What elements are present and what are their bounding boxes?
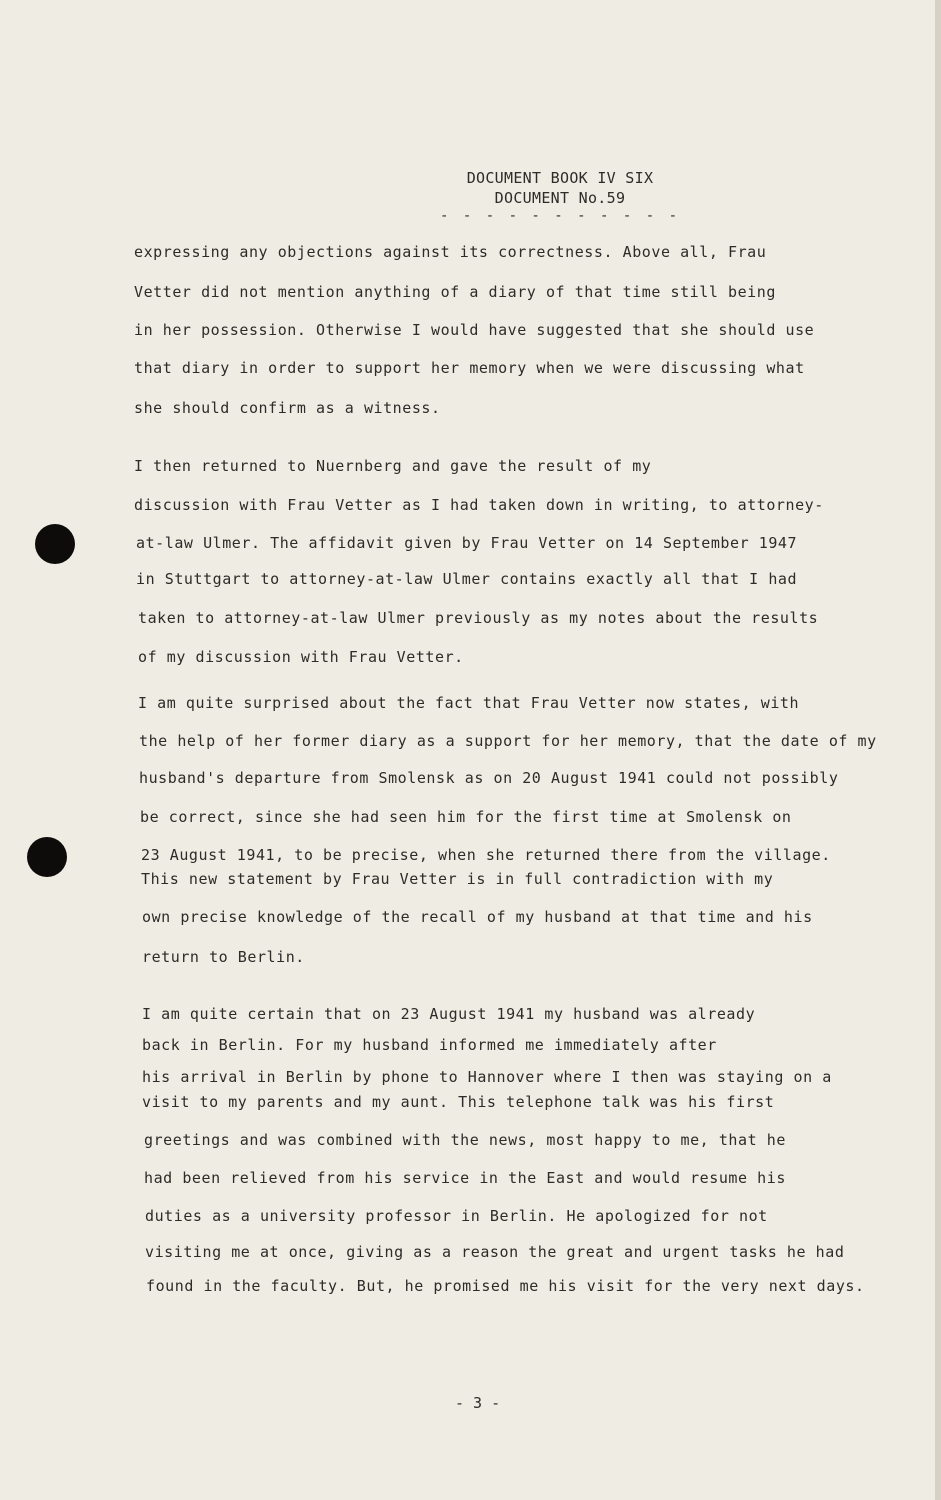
text-line: of my discussion with Frau Vetter. [138, 648, 464, 666]
text-line: had been relieved from his service in the East and would resume his [144, 1169, 786, 1187]
text-line: she should confirm as a witness. [134, 399, 441, 417]
text-line: his arrival in Berlin by phone to Hannover where I then was staying on a [142, 1068, 832, 1086]
text-line: I am quite certain that on 23 August 1941 my husband was already [142, 1005, 756, 1023]
text-line: This new statement by Frau Vetter is in full contradiction with my [141, 870, 774, 888]
text-line: back in Berlin. For my husband informed me immediately after [142, 1036, 717, 1054]
text-line: be correct, since she had seen him for the first time at Smolensk on [140, 808, 792, 826]
text-line: in her possession. Otherwise I would have suggested that she should use [134, 321, 815, 339]
text-line: I am quite surprised about the fact that Frau Vetter now states, with [138, 694, 800, 712]
header-document-number: DOCUMENT No.59 [494, 189, 626, 207]
text-line: taken to attorney-at-law Ulmer previously as my notes about the results [138, 609, 819, 627]
text-line: expressing any objections against its correctness. Above all, Frau [134, 243, 767, 261]
text-line: greetings and was combined with the news, most happy to me, that he [144, 1131, 786, 1149]
document-header [440, 168, 680, 224]
text-line: duties as a university professor in Berlin. He apologized for not [145, 1207, 768, 1225]
text-line: return to Berlin. [142, 948, 305, 966]
header-book-title: DOCUMENT BOOK IV SIX [466, 169, 654, 187]
text-line: husband's departure from Smolensk as on 20 August 1941 could not possibly [139, 769, 839, 787]
text-line: in Stuttgart to attorney-at-law Ulmer contains exactly all that I had [136, 570, 798, 588]
page-number: - 3 - [455, 1394, 501, 1412]
text-line: 23 August 1941, to be precise, when she returned there from the village. [141, 846, 831, 864]
text-line: at-law Ulmer. The affidavit given by Frau Vetter on 14 September 1947 [136, 534, 798, 552]
punch-hole-lower [27, 837, 67, 877]
text-line: Vetter did not mention anything of a diary of that time still being [134, 283, 776, 301]
text-line: visiting me at once, giving as a reason the great and urgent tasks he had [145, 1243, 845, 1261]
punch-hole-upper [35, 524, 75, 564]
text-line: that diary in order to support her memory when we were discussing what [134, 359, 805, 377]
page-edge-shadow [935, 0, 941, 1500]
text-line: visit to my parents and my aunt. This telephone talk was his first [142, 1093, 775, 1111]
text-line: found in the faculty. But, he promised me his visit for the very next days. [146, 1277, 865, 1295]
text-line: discussion with Frau Vetter as I had taken down in writing, to attorney- [134, 496, 824, 514]
text-line: the help of her former diary as a support for her memory, that the date of my [139, 732, 877, 750]
text-line: I then returned to Nuernberg and gave the result of my [134, 457, 652, 475]
header-rule: - - - - - - - - - - - [440, 208, 681, 224]
text-line: own precise knowledge of the recall of my husband at that time and his [142, 908, 813, 926]
